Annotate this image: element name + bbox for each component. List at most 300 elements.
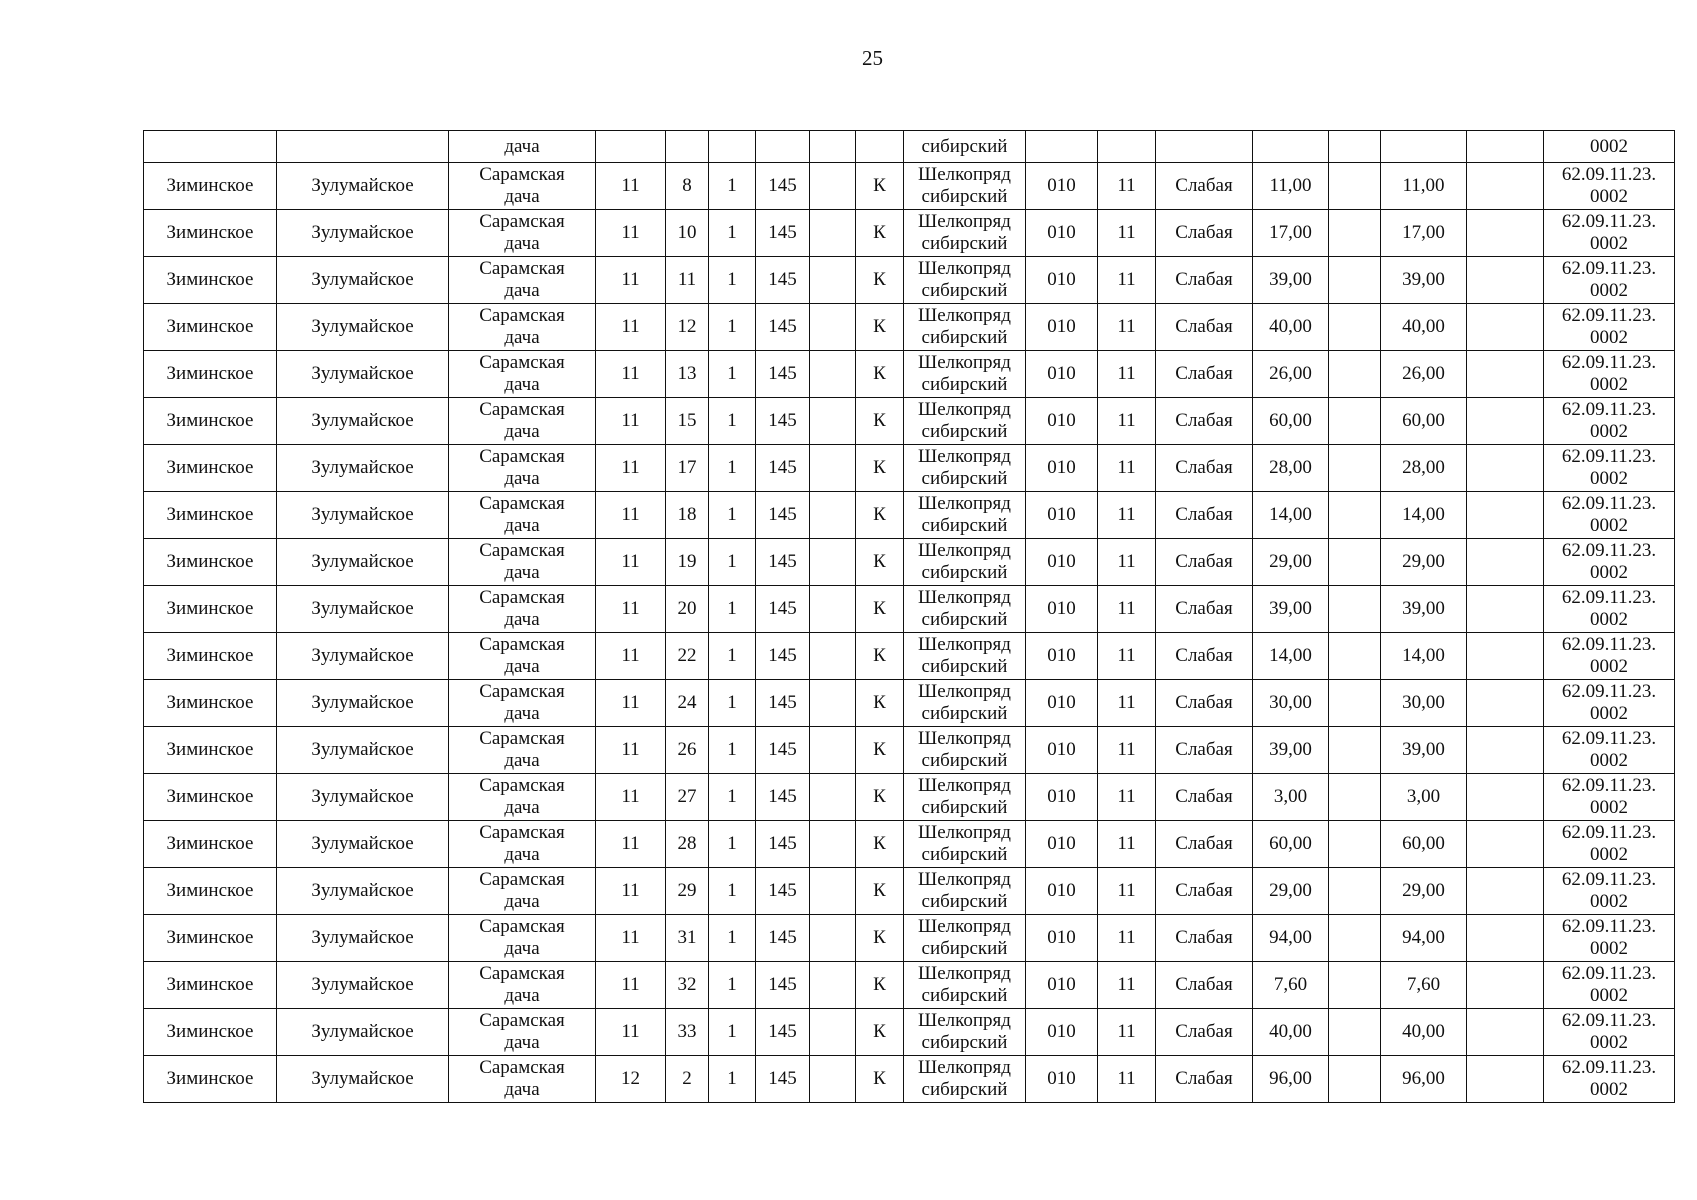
table-cell [904,257,1026,304]
table-row [144,1009,1675,1056]
table-cell [1329,445,1381,492]
cell-line: дача [504,750,540,771]
table-row [144,539,1675,586]
table-cell [810,586,856,633]
table-cell [449,539,596,586]
table-cell [904,351,1026,398]
table-cell: К [856,257,904,304]
table-cell [709,131,756,163]
table-cell: 11 [1098,257,1156,304]
cell-line: дача [504,1032,540,1053]
table-cell [810,680,856,727]
table-cell [1544,445,1675,492]
table-cell: Зулумайское [277,257,449,304]
table-cell: Зулумайское [277,210,449,257]
cell-line: сибирский [921,938,1008,959]
table-cell: 11 [596,351,666,398]
table-cell: 11 [596,163,666,210]
table-cell: 145 [756,727,810,774]
table-cell: 60,00 [1381,398,1467,445]
table-cell: 145 [756,680,810,727]
cell-line: Сарамская [479,399,565,420]
table-cell: 11 [1098,1009,1156,1056]
table-cell: 96,00 [1253,1056,1329,1103]
cell-line: дача [504,233,540,254]
table-cell: 145 [756,445,810,492]
cell-line: Сарамская [479,869,565,890]
table-cell [1329,257,1381,304]
table-cell: 11 [596,304,666,351]
cell-line: дача [504,468,540,489]
cell-line: дача [504,656,540,677]
table-cell [1329,539,1381,586]
table-row [144,1056,1675,1103]
page-number: 25 [862,46,883,70]
table-cell [449,445,596,492]
cell-line: сибирский [921,186,1008,207]
table-cell [1329,962,1381,1009]
table-cell: Зиминское [144,633,277,680]
table-cell [810,398,856,445]
table-cell: 28,00 [1253,445,1329,492]
cell-line: 62.09.11.23. [1561,446,1657,467]
table-cell: Зиминское [144,257,277,304]
table-cell: 145 [756,915,810,962]
table-cell [1329,774,1381,821]
table-cell: 11 [596,398,666,445]
table-cell [1544,398,1675,445]
table-cell: 12 [666,304,709,351]
cell-line: Сарамская [479,634,565,655]
cell-line: дача [504,374,540,395]
table-cell: 1 [709,539,756,586]
table-cell: 145 [756,821,810,868]
table-cell: К [856,1056,904,1103]
table-cell: 1 [709,868,756,915]
table-cell [1329,680,1381,727]
cell-line: 62.09.11.23. [1561,916,1657,937]
table-row [144,492,1675,539]
table-cell: Зулумайское [277,351,449,398]
table-cell [904,1056,1026,1103]
cell-line: дача [504,703,540,724]
table-cell [666,131,709,163]
table-cell: 010 [1026,1056,1098,1103]
table-cell: К [856,915,904,962]
table-cell: 40,00 [1381,304,1467,351]
table-cell [1467,680,1544,727]
table-cell [1544,586,1675,633]
table-row [144,821,1675,868]
table-row [144,962,1675,1009]
table-row [144,680,1675,727]
table-cell [449,304,596,351]
table-cell: 10 [666,210,709,257]
table-row [144,351,1675,398]
table-cell: 12 [596,1056,666,1103]
table-cell: 145 [756,633,810,680]
cell-line: Сарамская [479,916,565,937]
table-cell: 1 [709,821,756,868]
table-cell: 20 [666,586,709,633]
table-cell: 1 [709,351,756,398]
table-cell [1381,131,1467,163]
table-row [144,398,1675,445]
table-cell [904,774,1026,821]
table-cell [1544,351,1675,398]
table-cell: 11 [596,586,666,633]
cell-line: 62.09.11.23. [1561,493,1657,514]
cell-line: дача [504,280,540,301]
table-cell [810,868,856,915]
table-cell [1467,586,1544,633]
table-cell [1329,915,1381,962]
table-body [144,131,1675,1103]
table-cell [449,821,596,868]
cell-line: 0002 [1590,374,1628,395]
table-cell: 145 [756,774,810,821]
table-cell [1544,492,1675,539]
table-cell [1544,774,1675,821]
table-cell: 40,00 [1253,304,1329,351]
table-cell [1467,774,1544,821]
table-cell: 11 [1098,586,1156,633]
cell-line: дача [504,421,540,442]
table-cell: 145 [756,398,810,445]
table-cell [1467,304,1544,351]
table-cell: 15 [666,398,709,445]
table-cell: 1 [709,774,756,821]
table-cell: Зулумайское [277,915,449,962]
table-cell: Слабая [1156,962,1253,1009]
cell-line: 0002 [1590,1079,1628,1100]
table-cell: Слабая [1156,586,1253,633]
table-cell [904,821,1026,868]
table-cell: Слабая [1156,915,1253,962]
cell-line: 0002 [1590,327,1628,348]
table-cell [1544,915,1675,962]
table-cell [810,210,856,257]
table-cell: 010 [1026,868,1098,915]
table-cell: 3,00 [1253,774,1329,821]
table-cell: 29 [666,868,709,915]
table-cell: 39,00 [1253,586,1329,633]
table-cell: Слабая [1156,727,1253,774]
table-cell: 1 [709,1009,756,1056]
table-cell [904,210,1026,257]
table-cell: 30,00 [1381,680,1467,727]
cell-line: сибирский [921,327,1008,348]
table-cell: 010 [1026,915,1098,962]
table-cell: 39,00 [1253,257,1329,304]
table-cell [1544,962,1675,1009]
table-cell: 18 [666,492,709,539]
table-cell: 010 [1026,586,1098,633]
table-cell: 14,00 [1381,633,1467,680]
table-cell: 29,00 [1253,539,1329,586]
table-cell [810,915,856,962]
table-row [144,304,1675,351]
cell-line: Шелкопряд [918,728,1011,749]
cell-line: дача [504,609,540,630]
table-cell [1329,586,1381,633]
table-cell: К [856,586,904,633]
table-cell [810,492,856,539]
table-cell: К [856,210,904,257]
table-cell [904,915,1026,962]
cell-line: Сарамская [479,587,565,608]
table-cell [1329,633,1381,680]
table-cell: К [856,633,904,680]
table-cell: 40,00 [1381,1009,1467,1056]
table-cell: 14,00 [1381,492,1467,539]
cell-line: сибирский [921,562,1008,583]
table-cell [1544,1056,1675,1103]
table-cell: 19 [666,539,709,586]
table-cell: 145 [756,962,810,1009]
table-cell [449,492,596,539]
table-cell: 1 [709,586,756,633]
table-cell [1467,727,1544,774]
table-cell: Зулумайское [277,445,449,492]
cell-line: 0002 [1590,844,1628,865]
table-cell: 010 [1026,1009,1098,1056]
table-cell: 010 [1026,633,1098,680]
cell-line: 0002 [1590,797,1628,818]
table-cell: К [856,1009,904,1056]
table-cell [1467,962,1544,1009]
cell-line: сибирский [921,891,1008,912]
table-cell [904,633,1026,680]
table-cell [904,962,1026,1009]
table-cell: 11 [596,633,666,680]
table-cell [1329,821,1381,868]
table-cell: 1 [709,445,756,492]
cell-line: Сарамская [479,164,565,185]
table-cell [1329,492,1381,539]
table-cell [810,445,856,492]
cell-line: дача [504,891,540,912]
cell-line: Сарамская [479,1010,565,1031]
table-cell [449,586,596,633]
cell-line: Сарамская [479,775,565,796]
cell-line: Сарамская [479,258,565,279]
table-cell [756,131,810,163]
cell-line: 62.09.11.23. [1561,634,1657,655]
table-cell: 11,00 [1253,163,1329,210]
table-cell: 010 [1026,680,1098,727]
table-cell: 60,00 [1253,821,1329,868]
table-cell: 17,00 [1253,210,1329,257]
table-cell: Зиминское [144,304,277,351]
table-cell: 7,60 [1381,962,1467,1009]
table-cell [449,163,596,210]
table-cell [449,868,596,915]
table-cell: Зиминское [144,586,277,633]
table-cell: 11 [596,1009,666,1056]
table-cell: Зиминское [144,680,277,727]
cell-line: Шелкопряд [918,211,1011,232]
table-cell: К [856,774,904,821]
table-cell: Зиминское [144,1009,277,1056]
table-cell: 145 [756,1056,810,1103]
cell-line: 62.09.11.23. [1561,399,1657,420]
table-cell: 1 [709,962,756,1009]
table-cell [810,351,856,398]
table-cell: 33 [666,1009,709,1056]
cell-line: Сарамская [479,446,565,467]
cell-line: Шелкопряд [918,869,1011,890]
table-cell: 145 [756,868,810,915]
table-cell: Зулумайское [277,586,449,633]
cell-line: сибирский [921,750,1008,771]
table-cell: 94,00 [1381,915,1467,962]
table-row [144,633,1675,680]
table-cell [1467,163,1544,210]
table-cell: 145 [756,210,810,257]
table-cell: Зулумайское [277,398,449,445]
table-cell [1467,868,1544,915]
cell-line: дача [504,327,540,348]
cell-line: 62.09.11.23. [1561,540,1657,561]
table-cell [1544,539,1675,586]
table-cell: Зулумайское [277,1056,449,1103]
cell-line: дача [504,844,540,865]
cell-line: дача [504,797,540,818]
table-cell [1544,163,1675,210]
table-cell [1467,257,1544,304]
cell-line: сибирский [921,609,1008,630]
table-cell [1098,131,1156,163]
table-cell: 11 [596,915,666,962]
table-cell: Зиминское [144,163,277,210]
table-cell: 1 [709,257,756,304]
table-cell: 28 [666,821,709,868]
table-cell [1329,351,1381,398]
table-cell [904,492,1026,539]
table-cell: 010 [1026,163,1098,210]
table-cell: Слабая [1156,445,1253,492]
table-row [144,163,1675,210]
cell-line: Шелкопряд [918,540,1011,561]
table-cell: 1 [709,398,756,445]
cell-line: Сарамская [479,305,565,326]
cell-line: сибирский [921,656,1008,677]
cell-line: сибирский [921,797,1008,818]
table-cell: 40,00 [1253,1009,1329,1056]
table-cell: 11 [596,962,666,1009]
table-cell: 30,00 [1253,680,1329,727]
cell-line: 62.09.11.23. [1561,1010,1657,1031]
table-cell [1467,131,1544,163]
cell-line: 62.09.11.23. [1561,728,1657,749]
cell-line: Сарамская [479,1057,565,1078]
table-cell [449,1056,596,1103]
table-cell: 11 [1098,680,1156,727]
table-cell: 010 [1026,210,1098,257]
cell-line: 0002 [1590,186,1628,207]
table-cell [449,1009,596,1056]
table-cell: 11 [596,445,666,492]
table-cell: 11 [1098,868,1156,915]
table-cell: 14,00 [1253,633,1329,680]
table-cell: 11 [1098,210,1156,257]
table-cell [596,131,666,163]
table-cell [1544,821,1675,868]
table-cell: 11 [1098,398,1156,445]
table-cell: 11 [1098,492,1156,539]
table-cell: 26,00 [1381,351,1467,398]
table-cell [1544,868,1675,915]
table-cell [810,962,856,1009]
table-cell [1329,163,1381,210]
table-cell: Зиминское [144,445,277,492]
table-cell: 1 [709,163,756,210]
table-cell [904,163,1026,210]
cell-line: 0002 [1590,468,1628,489]
table-cell [449,633,596,680]
table-cell: 145 [756,586,810,633]
table-cell: 60,00 [1381,821,1467,868]
table-cell [1329,398,1381,445]
table-cell: Зиминское [144,351,277,398]
cell-line: Шелкопряд [918,916,1011,937]
table-cell [1329,210,1381,257]
cell-line: Сарамская [479,681,565,702]
table-row [144,586,1675,633]
table-cell [1467,915,1544,962]
cell-line: 62.09.11.23. [1561,681,1657,702]
table-cell: 11 [1098,915,1156,962]
cell-line: 0002 [1590,233,1628,254]
table-cell: Зиминское [144,915,277,962]
table-cell: Зиминское [144,492,277,539]
cell-line: 0002 [1590,985,1628,1006]
table-cell: Слабая [1156,398,1253,445]
table-cell [904,398,1026,445]
table-cell: Зулумайское [277,1009,449,1056]
cell-line: Шелкопряд [918,963,1011,984]
table-cell: 145 [756,539,810,586]
table-cell: 7,60 [1253,962,1329,1009]
table-cell: К [856,727,904,774]
table-cell [1467,1056,1544,1103]
table-cell: 11 [1098,962,1156,1009]
table-cell [1329,131,1381,163]
table-cell: 26 [666,727,709,774]
cell-line: Шелкопряд [918,399,1011,420]
cell-line: Шелкопряд [918,305,1011,326]
table-cell: 31 [666,915,709,962]
cell-line: 0002 [1590,703,1628,724]
table-cell: 010 [1026,539,1098,586]
table-cell: 29,00 [1381,868,1467,915]
table-cell: 11 [1098,304,1156,351]
cell-line: дача [504,515,540,536]
cell-line: сибирский [921,233,1008,254]
cell-line: сибирский [921,1079,1008,1100]
table-cell: Зулумайское [277,868,449,915]
table-cell: 11 [596,821,666,868]
table-cell: 17,00 [1381,210,1467,257]
cell-line: Сарамская [479,963,565,984]
table-cell: Слабая [1156,351,1253,398]
table-cell: 010 [1026,445,1098,492]
table-cell [1544,680,1675,727]
table-cell: К [856,163,904,210]
table-cell: 11 [1098,633,1156,680]
table-cell: 11 [596,210,666,257]
